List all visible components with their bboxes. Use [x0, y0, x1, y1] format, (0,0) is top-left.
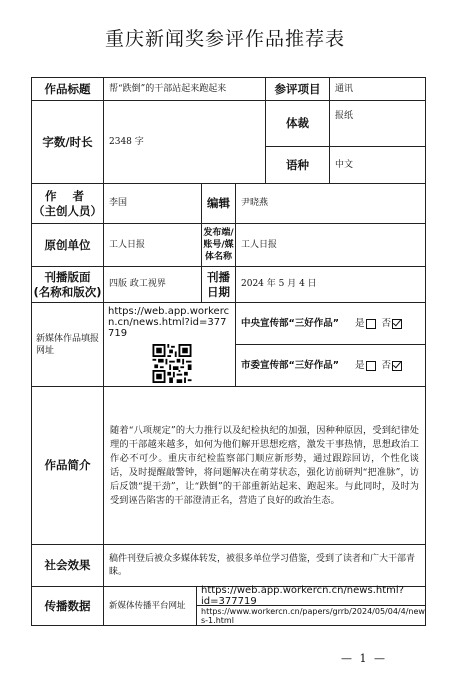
qr-code-icon	[150, 344, 194, 383]
work-title-value: 帮“跌倒”的干部站起来跑起来	[104, 78, 266, 101]
municipal-program-row: 市委宣传部“三好作品” 是 否	[236, 345, 426, 387]
publish-terminal-value: 工人日报	[236, 224, 426, 267]
central-no-checkbox[interactable]	[392, 319, 402, 329]
word-count-value: 2348 字	[104, 101, 266, 184]
publish-terminal-label: 发布端/账号/媒体名称	[202, 224, 236, 267]
category-label: 参评项目	[266, 78, 330, 101]
new-media-url-cell	[104, 303, 236, 387]
central-program-row: 中央宣传部“三好作品” 是 否	[236, 303, 426, 345]
recommendation-form	[31, 77, 426, 626]
municipal-yes-checkbox[interactable]	[366, 361, 376, 371]
social-effect-label: 社会效果	[32, 545, 104, 587]
social-effect-text: 稿件刊登后被众多媒体转发，被很多单位学习借鉴，受到了读者和广大干部青睐。	[104, 545, 426, 587]
genre-value: 报纸	[330, 101, 426, 147]
central-yes-checkbox[interactable]	[366, 319, 376, 329]
intro-text: 随着“八项规定”的大力推行以及纪检执纪的加强，因种种原因，受到纪律处理的干部越来越多，如何为他们解开思想疙瘩，激发干事热情，思想政治工作必不可少。重庆市纪检监察部门顺应新形势，通过跟踪回访，个性化谈话，及时提醒敲警钟，将问题解决在萌芽状态，强化访前研判“把准脉”，访后反馈“提干劲”，让“跌倒”的干部重新站起来、跑起来。与此同时，及时为受到诬告陷害的干部澄清正名，营造了良好的政治生态。	[104, 387, 426, 545]
intro-label: 作品简介	[32, 387, 104, 545]
spread-label: 传播数据	[32, 587, 104, 626]
language-label: 语种	[266, 147, 330, 184]
author-label: 作 者 （主创人员）	[32, 184, 104, 224]
author-value: 李国	[104, 184, 202, 224]
original-unit-label: 原创单位	[32, 224, 104, 267]
work-title-label: 作品标题	[32, 78, 104, 101]
word-count-label: 字数/时长	[32, 101, 104, 184]
editor-value: 尹晓燕	[236, 184, 426, 224]
municipal-no-checkbox[interactable]	[392, 361, 402, 371]
spread-platform-label: 新媒体传播平台网址	[104, 587, 197, 626]
spread-url-2[interactable]: https://www.workercn.cn/papers/grrb/2024/05/04/4/news-1.html	[197, 606, 426, 626]
editor-label: 编辑	[202, 184, 236, 224]
spread-url-1[interactable]: https://web.app.workercn.cn/news.html?id=377719	[197, 587, 426, 606]
publish-edition-label: 刊播版面 (名称和版次)	[32, 267, 104, 303]
new-media-url-link[interactable]: https://web.app.workercn.cn/news.html?id=377719	[108, 306, 230, 339]
publish-edition-value: 四版 政工视界	[104, 267, 202, 303]
new-media-url-label: 新媒体作品填报网址	[32, 303, 104, 387]
publish-date-label: 刊播日期	[202, 267, 236, 303]
page-title: 重庆新闻奖参评作品推荐表	[104, 28, 345, 50]
original-unit-value: 工人日报	[104, 224, 202, 267]
genre-label: 体裁	[266, 101, 330, 147]
publish-date-value: 2024 年 5 月 4 日	[236, 267, 426, 303]
language-value: 中文	[330, 147, 426, 184]
category-value: 通讯	[330, 78, 426, 101]
page-number: — 1 —	[341, 652, 387, 665]
